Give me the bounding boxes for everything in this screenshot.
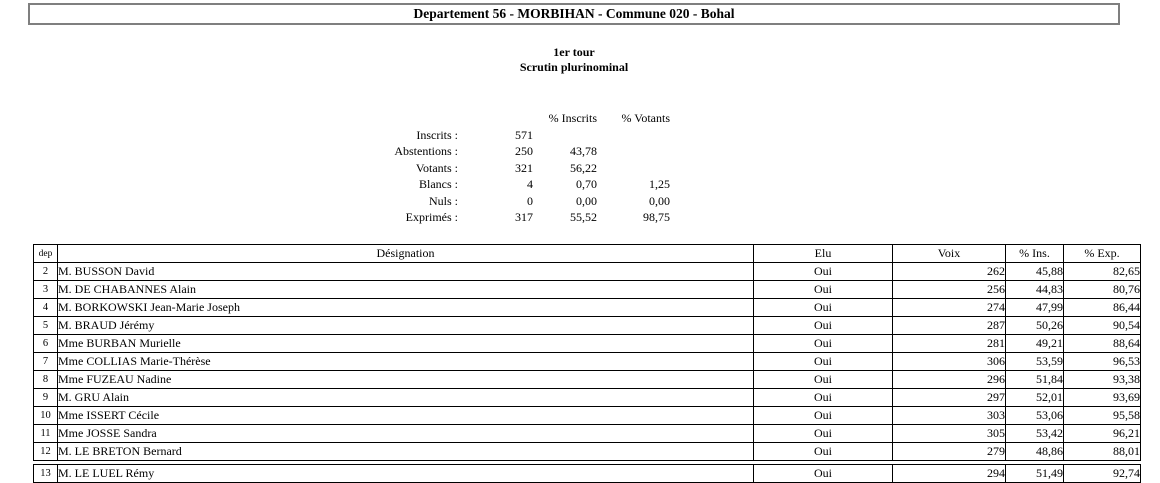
table-row xyxy=(34,371,1141,389)
cell-designation: M. BUSSON David xyxy=(58,263,754,281)
cell-designation: Mme JOSSE Sandra xyxy=(58,425,754,443)
summary-pct-inscrits: 0,00 xyxy=(576,193,597,208)
round-label: 1er tour xyxy=(553,45,595,59)
summary-value: 571 xyxy=(515,127,533,142)
cell-pct-inscrits: 45,88 xyxy=(1006,263,1064,281)
cell-pct-inscrits: 51,84 xyxy=(1006,371,1064,389)
summary-label: Nuls : xyxy=(428,193,458,208)
cell-dep: 10 xyxy=(34,407,58,425)
summary-pct-inscrits xyxy=(533,127,597,144)
cell-dep: 12 xyxy=(34,443,58,461)
cell-elu: Oui xyxy=(754,335,893,353)
cell-designation: M. LE BRETON Bernard xyxy=(58,443,754,461)
summary-value: 0 xyxy=(527,193,533,208)
summary-pct-votants: 1,25 xyxy=(649,177,670,191)
summary-pct-votants xyxy=(597,143,670,160)
document-title-box xyxy=(28,3,1120,25)
ballot-type-label: Scrutin plurinominal xyxy=(519,60,629,74)
cell-pct-exprimes: 93,38 xyxy=(1064,371,1141,389)
table-row xyxy=(34,443,1141,461)
summary-value: 317 xyxy=(515,210,533,224)
cell-voix: 306 xyxy=(893,353,1006,371)
summary-col-header-pct-inscrits: % Inscrits xyxy=(548,111,597,125)
table-row xyxy=(34,299,1141,317)
table-row xyxy=(34,281,1141,299)
summary-label: Abstentions : xyxy=(394,144,458,158)
cell-voix: 294 xyxy=(893,465,1006,483)
document-title: Departement 56 - MORBIHAN - Commune 020 - Bohal xyxy=(413,6,735,21)
cell-pct-inscrits: 52,01 xyxy=(1006,389,1064,407)
summary-value: 321 xyxy=(515,160,533,175)
cell-designation: Mme ISSERT Cécile xyxy=(58,407,754,425)
cell-pct-exprimes: 90,54 xyxy=(1064,317,1141,335)
cell-designation: Mme FUZEAU Nadine xyxy=(58,371,754,389)
cell-designation: M. DE CHABANNES Alain xyxy=(58,281,754,299)
results-table-continuation xyxy=(33,464,1141,483)
results-table xyxy=(33,244,1141,461)
cell-elu: Oui xyxy=(754,353,893,371)
cell-elu: Oui xyxy=(754,465,893,483)
cell-dep: 3 xyxy=(34,281,58,299)
cell-pct-inscrits: 44,83 xyxy=(1006,281,1064,299)
cell-pct-inscrits: 48,86 xyxy=(1006,443,1064,461)
cell-voix: 274 xyxy=(893,299,1006,317)
cell-dep: 8 xyxy=(34,371,58,389)
cell-elu: Oui xyxy=(754,299,893,317)
cell-designation: M. LE LUEL Rémy xyxy=(58,465,754,483)
cell-voix: 256 xyxy=(893,281,1006,299)
cell-dep: 11 xyxy=(34,425,58,443)
cell-dep: 6 xyxy=(34,335,58,353)
summary-spacer xyxy=(228,110,458,127)
cell-pct-inscrits: 47,99 xyxy=(1006,299,1064,317)
summary-label: Exprimés : xyxy=(405,210,458,224)
cell-pct-exprimes: 93,69 xyxy=(1064,389,1141,407)
cell-pct-exprimes: 80,76 xyxy=(1064,281,1141,299)
cell-pct-inscrits: 53,59 xyxy=(1006,353,1064,371)
summary-spacer xyxy=(458,110,533,127)
cell-voix: 287 xyxy=(893,317,1006,335)
summary-pct-inscrits: 43,78 xyxy=(570,144,597,158)
cell-pct-inscrits: 49,21 xyxy=(1006,335,1064,353)
table-row xyxy=(34,317,1141,335)
cell-elu: Oui xyxy=(754,281,893,299)
summary-pct-inscrits: 55,52 xyxy=(570,210,597,224)
cell-pct-inscrits: 51,49 xyxy=(1006,465,1064,483)
cell-dep: 13 xyxy=(34,465,58,483)
cell-pct-exprimes: 95,58 xyxy=(1064,407,1141,425)
summary-col-header-pct-votants: % Votants xyxy=(621,111,670,125)
cell-elu: Oui xyxy=(754,407,893,425)
cell-pct-inscrits: 53,42 xyxy=(1006,425,1064,443)
summary-value: 250 xyxy=(515,144,533,158)
table-row xyxy=(34,263,1141,281)
table-row xyxy=(34,389,1141,407)
cell-designation: M. GRU Alain xyxy=(58,389,754,407)
cell-pct-exprimes: 96,21 xyxy=(1064,425,1141,443)
col-header-voix: Voix xyxy=(893,245,1006,263)
cell-dep: 7 xyxy=(34,353,58,371)
col-header-dep: dep xyxy=(34,245,58,263)
cell-voix: 296 xyxy=(893,371,1006,389)
cell-pct-exprimes: 88,01 xyxy=(1064,443,1141,461)
cell-pct-inscrits: 50,26 xyxy=(1006,317,1064,335)
summary-pct-votants: 98,75 xyxy=(643,210,670,224)
results-header-row xyxy=(34,245,1141,263)
cell-designation: M. BRAUD Jérémy xyxy=(58,317,754,335)
cell-voix: 281 xyxy=(893,335,1006,353)
cell-pct-exprimes: 86,44 xyxy=(1064,299,1141,317)
cell-pct-exprimes: 96,53 xyxy=(1064,353,1141,371)
cell-pct-exprimes: 88,64 xyxy=(1064,335,1141,353)
participation-summary xyxy=(228,110,670,226)
cell-pct-inscrits: 53,06 xyxy=(1006,407,1064,425)
summary-pct-votants xyxy=(597,127,670,144)
summary-value: 4 xyxy=(527,177,533,191)
cell-dep: 2 xyxy=(34,263,58,281)
cell-designation: Mme COLLIAS Marie-Thérèse xyxy=(58,353,754,371)
cell-dep: 5 xyxy=(34,317,58,335)
subtitle-block xyxy=(0,45,1148,75)
summary-label: Votants : xyxy=(415,160,458,175)
summary-pct-votants: 0,00 xyxy=(649,193,670,208)
col-header-pct-inscrits: % Ins. xyxy=(1006,245,1064,263)
col-header-elu: Elu xyxy=(754,245,893,263)
summary-pct-votants xyxy=(597,160,670,177)
cell-voix: 262 xyxy=(893,263,1006,281)
cell-designation: Mme BURBAN Murielle xyxy=(58,335,754,353)
summary-pct-inscrits: 0,70 xyxy=(576,177,597,191)
cell-dep: 9 xyxy=(34,389,58,407)
cell-voix: 279 xyxy=(893,443,1006,461)
cell-voix: 305 xyxy=(893,425,1006,443)
cell-pct-exprimes: 82,65 xyxy=(1064,263,1141,281)
col-header-pct-exprimes: % Exp. xyxy=(1064,245,1141,263)
table-row xyxy=(34,407,1141,425)
cell-elu: Oui xyxy=(754,425,893,443)
cell-elu: Oui xyxy=(754,317,893,335)
cell-voix: 303 xyxy=(893,407,1006,425)
cell-elu: Oui xyxy=(754,263,893,281)
table-row xyxy=(34,335,1141,353)
col-header-designation: Désignation xyxy=(58,245,754,263)
cell-elu: Oui xyxy=(754,389,893,407)
table-row xyxy=(34,353,1141,371)
table-row xyxy=(34,425,1141,443)
cell-elu: Oui xyxy=(754,371,893,389)
cell-elu: Oui xyxy=(754,443,893,461)
cell-voix: 297 xyxy=(893,389,1006,407)
summary-pct-inscrits: 56,22 xyxy=(570,160,597,175)
cell-dep: 4 xyxy=(34,299,58,317)
summary-label: Blancs : xyxy=(419,177,458,191)
cell-pct-exprimes: 92,74 xyxy=(1064,465,1141,483)
summary-label: Inscrits : xyxy=(416,127,458,142)
cell-designation: M. BORKOWSKI Jean-Marie Joseph xyxy=(58,299,754,317)
